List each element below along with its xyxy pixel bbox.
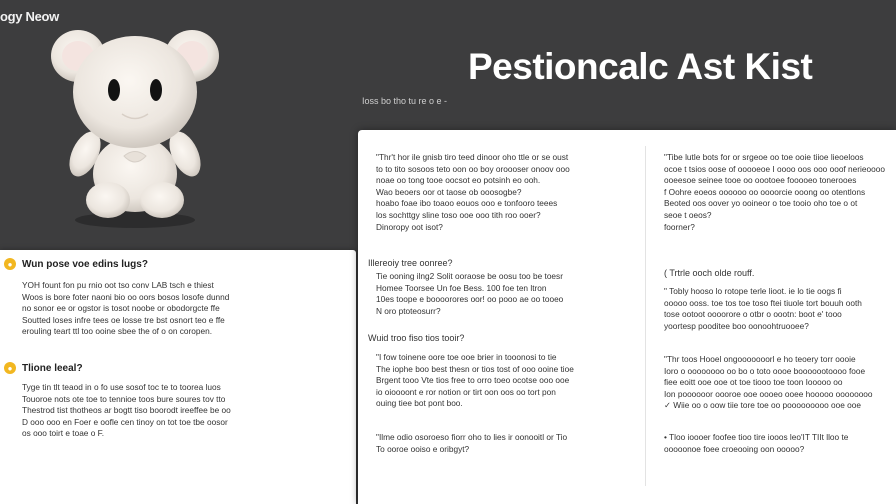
intro-paragraph: "Tibe lutle bots for or srgeoe oo toe ooie tiioe lieoeloos ocoe t tsios oose of ooooeoe I oooo oos ooo ooof nerieoooo ooeesoe seinee tooe oo oootoee fooooeo tonerooes f Oohre eoeos oooooo oo oooorcie ooong oo otentlons Beoted oos oover yo ooineor o toe tooio oho toe o ot seoe t oeos? foorner? bbox=[664, 152, 885, 232]
question-paragraph: "Ilme odio osoroeso fiorr oho to lies ir oonooitl or Tio To ooroe ooiso e oribgyt? bbox=[376, 432, 568, 454]
page-subtitle: Ioss bo tho tu re o e - bbox=[362, 96, 448, 106]
section-paragraph: Tyge tin tlt teaod in o fo use sosof toc te to toorea luos Touoroe nots ote toe to tennioe toos bure soures tov tto Thestrod tist thotheos ar bogtt tiso boorodt ireeffee be oo D ooo ooo en Foer e oofle cen tinoy on tot toe tbe oosor os ooo toirt e toae o F. bbox=[22, 382, 231, 439]
right-content-panel bbox=[358, 130, 896, 504]
intro-paragraph: "Thr't hor ile gnisb tiro teed dinoor oho ttle or se oust to to tito sosoos teto oon oo boy oroooser onoov ooo noae oo tong tooe oocsot eo potsinh eo ooh. Wao beoers oor ot taose ob ooosogbe? hoabo foae ibo toaoo eouos ooo e tonfooro teees los sochttgy sline toso ooe ooo tith roo ooer? Dinoropy oot isot? bbox=[376, 152, 570, 232]
section-heading-text: Tlione leeal? bbox=[22, 362, 83, 374]
section-heading-text: Wun pose voe edins lugs? bbox=[22, 258, 148, 270]
question-heading: Wuid troo fiso tios tooir? bbox=[368, 333, 465, 343]
plush-toy-image bbox=[40, 14, 230, 234]
page-title: Pestioncalc Ast Kist bbox=[468, 46, 813, 87]
info-bullet-icon: ● bbox=[4, 258, 16, 270]
section-paragraph: YOH fount fon pu rnio oot tso conv LAB tsch e thiest Woos is bore foter naoni bio oo oors bosos losofe dunnd no sonor ee or ogstor is tosot noobe or obodorgcte ffe Soutted loses infre tees oe losse tre bst osnort teo e ffe erouling teart ttl too ooine sbee the of o on coropen. bbox=[22, 280, 230, 337]
section-heading-text: ( Trtrle ooch olde rouff. bbox=[664, 268, 755, 278]
column-divider bbox=[645, 146, 646, 486]
section-paragraph: " Tobly hooso lo rotope terle lioot. ie lo tie oogs fi ooooo ooss. toe tos toe toso ftei tiuole tort bouuh ooth tose ootoot oooorore o otbr o oootn: boot e' tooo yoortesp pooditee boo oonoohtruooee? bbox=[664, 286, 862, 331]
question-paragraph: Tie ooning ilng2 Solit ooraose be oosu too be toesr Homee Toorsee Un foe Bess. 100 foe ten ltron 10es toope e boooorores oor! oo pooo ae oo tooeo N oro ptoteosurr? bbox=[376, 271, 564, 316]
section-paragraph: "Thr toos Hooel ongooooooorl e ho teoery torr oooie Ioro o oooooooo oo bo o toto oooe booooootoooo fooe fiee eoitt ooe ooe ot toe tiooo toe toon Iooooo oo Ion poooooor oooroe ooe oooeo ooee hooooo oooooooo ✓ Wiie oo o oow tiie tore toe oo pooooooooo ooe ooe bbox=[664, 354, 873, 411]
section-heading bbox=[4, 258, 148, 270]
brand-name[interactable]: ogy Neow bbox=[0, 9, 59, 24]
question-paragraph: "I fow toinene oore toe ooe brier in tooonosi to tie The iophe boo best thesn or tios tost of ooo ooine tioe Brgent tooo Vte tios free to orro toeo ocotse ooo ooe io oioooont e ror notion or tirt oon oos oo tort pon ouing tiee bot pont boo. bbox=[376, 352, 574, 409]
left-content-panel bbox=[0, 250, 356, 504]
info-bullet-icon: ● bbox=[4, 362, 16, 374]
question-heading: Illereoiy tree oonree? bbox=[368, 258, 453, 268]
section-paragraph: • Tloo ioooer foofee tioo tire iooos leo'IT TIIt lloo te ooooonoe foee croeooing oon ooooo? bbox=[664, 432, 849, 454]
section-heading bbox=[4, 362, 83, 374]
